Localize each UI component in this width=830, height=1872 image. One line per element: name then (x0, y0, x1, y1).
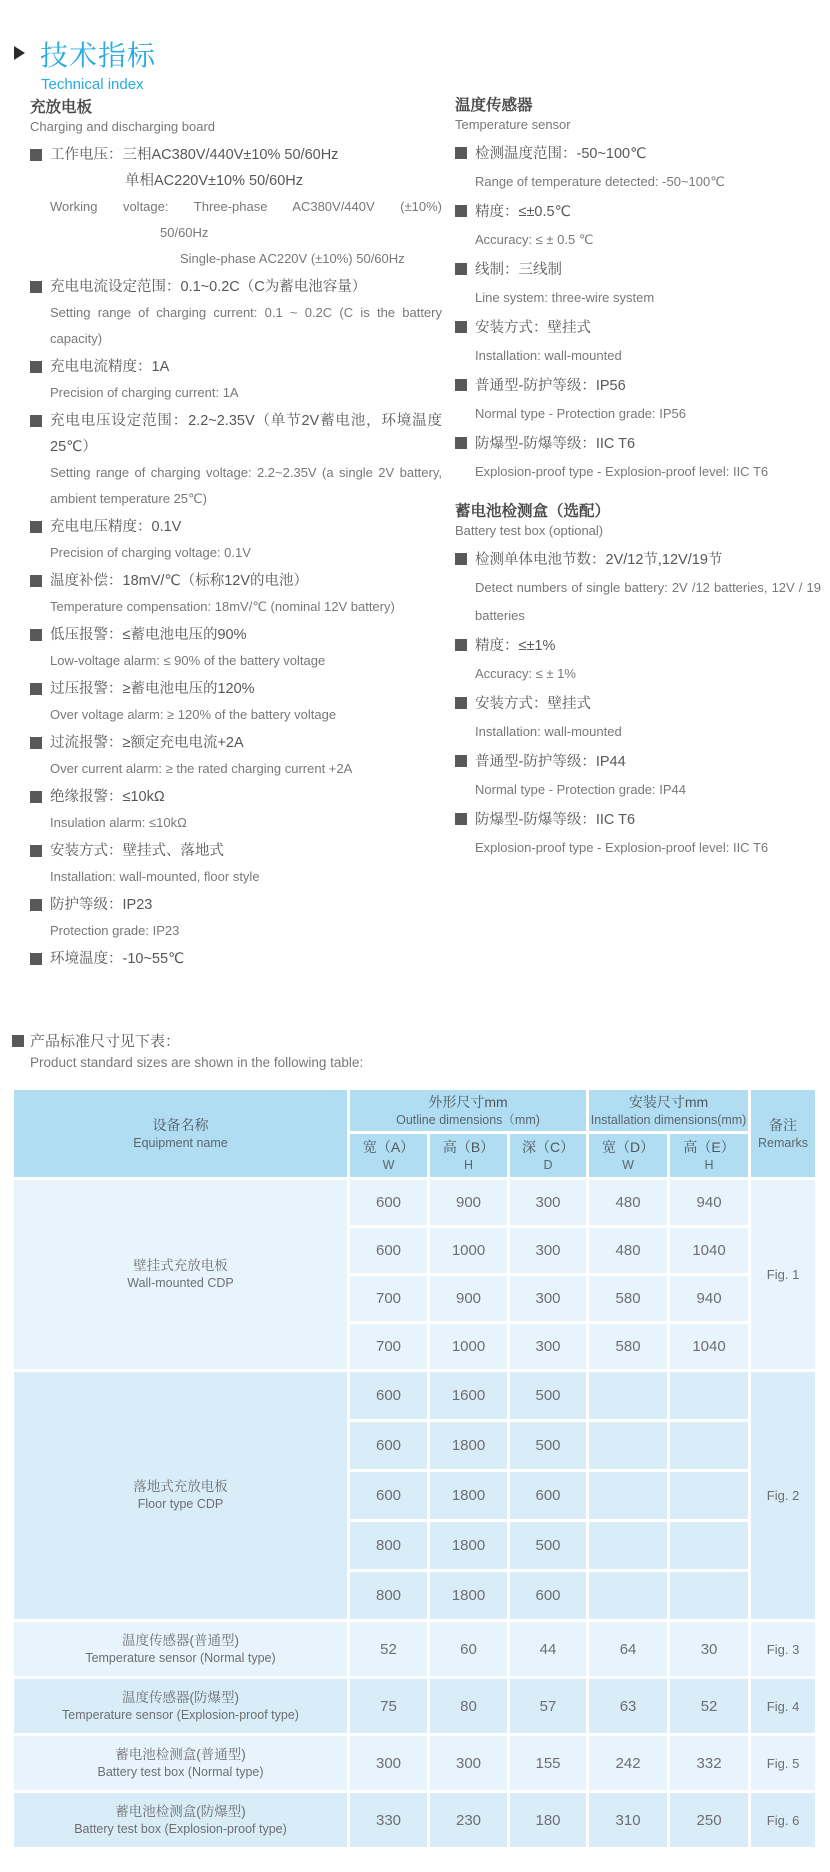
dimension-cell: 1800 (429, 1521, 509, 1571)
spec-line-zh: 充电电流精度：1A (30, 354, 442, 380)
size-table-head (13, 1089, 817, 1179)
spec-item (455, 430, 821, 486)
dim-col-en: D (543, 1158, 553, 1172)
remark-cell: Fig. 1 (750, 1179, 817, 1371)
spec-line-en: Installation: wall-mounted (475, 724, 622, 739)
dimension-cell: 60 (429, 1621, 509, 1678)
equipment-name-en: Battery test box (Normal type) (97, 1764, 264, 1779)
spec-line-en: Temperature compensation: 18mV/℃ (nominal 12V battery) (50, 599, 395, 614)
spec-item (455, 806, 821, 862)
spec-line-zh: 过流报警：≥额定充电电流+2A (30, 730, 442, 756)
dimension-cell: 1040 (669, 1227, 750, 1275)
spec-line-zh: 绝缘报警：≤10kΩ (30, 784, 442, 810)
spec-line-zh: 防爆型-防爆等级：IIC T6 (455, 806, 821, 834)
size-table-body (13, 1179, 817, 1849)
spec-line-en: Installation: wall-mounted, floor style (50, 869, 260, 884)
size-table (11, 1087, 818, 1850)
header-remarks (750, 1089, 817, 1179)
spec-item (30, 676, 442, 728)
dimension-cell: 1000 (429, 1323, 509, 1371)
dimension-cell: 155 (509, 1735, 588, 1792)
bullet-square-icon (30, 521, 42, 533)
spec-item (30, 892, 442, 944)
bullet-square-icon (455, 813, 467, 825)
dimension-cell: 500 (509, 1421, 588, 1471)
spec-line-en: Installation: wall-mounted (475, 348, 622, 363)
dim-col-zh: 深（C） (521, 1139, 575, 1155)
table-row (13, 1371, 817, 1421)
dimension-cell: 52 (669, 1678, 750, 1735)
equipment-name-cell (13, 1792, 349, 1849)
spec-item (455, 372, 821, 428)
bullet-square-icon (455, 755, 467, 767)
section-heading-en: Temperature sensor (455, 117, 571, 132)
dimension-cell: 300 (509, 1275, 588, 1323)
equipment-name-zh: 温度传感器(普通型) (122, 1632, 239, 1648)
equipment-name-cell (13, 1371, 349, 1621)
spec-line-zh: 安装方式：壁挂式 (455, 690, 821, 718)
header-remarks-zh: 备注 (769, 1117, 798, 1133)
spec-line-en: Single-phase AC220V (±10%) 50/60Hz (180, 251, 405, 266)
dimension-cell: 330 (349, 1792, 429, 1849)
table-note-zh (12, 1031, 612, 1053)
header-install-en: Installation dimensions(mm) (590, 1113, 747, 1127)
header-dim-col-a (349, 1133, 429, 1179)
dimension-cell: 242 (588, 1735, 669, 1792)
spec-line-en: Accuracy: ≤ ± 1% (475, 666, 576, 681)
bullet-square-icon (30, 361, 42, 373)
header-equipment-en: Equipment name (133, 1136, 228, 1150)
dimension-cell: 52 (349, 1621, 429, 1678)
dimension-cell (669, 1521, 750, 1571)
bullet-square-icon (455, 147, 467, 159)
spec-item (455, 256, 821, 312)
bullet-square-icon (30, 791, 42, 803)
page-subtitle: Technical index (41, 76, 144, 93)
dimension-cell: 800 (349, 1521, 429, 1571)
dimension-cell (669, 1421, 750, 1471)
dimension-cell: 64 (588, 1621, 669, 1678)
bullet-square-icon (455, 379, 467, 391)
dimension-cell: 63 (588, 1678, 669, 1735)
dim-col-zh: 宽（A） (362, 1139, 415, 1155)
dimension-cell: 44 (509, 1621, 588, 1678)
spec-line-en: Setting range of charging current: 0.1 ~ 0.2C (C is the battery capacity) (50, 305, 442, 346)
doc-header (14, 34, 156, 93)
right-triangle-icon (14, 46, 25, 60)
dimension-cell: 580 (588, 1275, 669, 1323)
equipment-name-cell (13, 1179, 349, 1371)
header-outline-en: Outline dimensions（mm) (396, 1113, 540, 1127)
equipment-name-cell (13, 1678, 349, 1735)
dim-col-zh: 高（B） (442, 1139, 495, 1155)
bullet-square-icon (455, 697, 467, 709)
spec-item (30, 784, 442, 836)
dimension-cell: 300 (509, 1227, 588, 1275)
section-heading-en: Battery test box (optional) (455, 523, 604, 538)
spec-item (30, 838, 442, 890)
spec-line-en: Normal type - Protection grade: IP56 (475, 406, 686, 421)
spec-line-en: Range of temperature detected: -50~100℃ (475, 174, 725, 189)
spec-line-zh: 防爆型-防爆等级：IIC T6 (455, 430, 821, 458)
section-heading-zh: 蓄电池检测盒（选配） (455, 503, 611, 520)
dimension-cell: 250 (669, 1792, 750, 1849)
equipment-name-zh: 落地式充放电板 (133, 1479, 228, 1494)
spec-line-en: 50/60Hz (160, 225, 209, 240)
header-remarks-en: Remarks (758, 1136, 809, 1150)
spec-item (30, 354, 442, 406)
dimension-cell: 800 (349, 1571, 429, 1621)
spec-line-zh: 充电电流设定范围：0.1~0.2C（C为蓄电池容量） (30, 274, 442, 300)
header-equipment-zh: 设备名称 (152, 1117, 209, 1133)
dimension-cell (669, 1471, 750, 1521)
dimension-cell: 30 (669, 1621, 750, 1678)
equipment-name-en: Floor type CDP (137, 1497, 224, 1511)
spec-line-en: Over voltage alarm: ≥ 120% of the battery voltage (50, 707, 337, 722)
table-note-zh-text: 产品标准尺寸见下表： (30, 1033, 181, 1050)
spec-section (455, 96, 821, 486)
section-heading-zh: 温度传感器 (455, 97, 533, 114)
dimension-cell: 500 (509, 1521, 588, 1571)
spec-item (455, 198, 821, 254)
spec-item (30, 568, 442, 620)
equipment-name-zh: 蓄电池检测盒(普通型) (115, 1746, 246, 1762)
bullet-square-icon (12, 1035, 24, 1047)
bullet-square-icon (455, 437, 467, 449)
dimension-cell: 500 (509, 1371, 588, 1421)
bullet-square-icon (30, 281, 42, 293)
dimension-cell: 1040 (669, 1323, 750, 1371)
bullet-square-icon (455, 639, 467, 651)
dimension-cell: 300 (509, 1179, 588, 1227)
dimension-cell: 80 (429, 1678, 509, 1735)
dimension-cell: 332 (669, 1735, 750, 1792)
spec-line-zh: 精度：≤±1% (455, 632, 821, 660)
header-outline-zh: 外形尺寸mm (428, 1094, 508, 1110)
dimension-cell: 1800 (429, 1421, 509, 1471)
table-row (13, 1621, 817, 1678)
dimension-cell: 600 (509, 1571, 588, 1621)
dimension-cell: 1600 (429, 1371, 509, 1421)
dimension-cell: 1000 (429, 1227, 509, 1275)
spec-line-zh: 检测温度范围：-50~100℃ (455, 140, 821, 168)
spec-item (30, 730, 442, 782)
dimension-cell: 300 (509, 1323, 588, 1371)
dimension-cell: 600 (349, 1421, 429, 1471)
spec-line-zh: 精度：≤±0.5℃ (455, 198, 821, 226)
equipment-name-zh: 壁挂式充放电板 (133, 1258, 228, 1273)
spec-line-zh: 充电电压精度：0.1V (30, 514, 442, 540)
dimension-cell: 580 (588, 1323, 669, 1371)
bullet-square-icon (455, 553, 467, 565)
spec-section (455, 502, 821, 862)
section-heading (455, 96, 821, 134)
spec-item (455, 314, 821, 370)
dimension-cell: 900 (429, 1179, 509, 1227)
equipment-name-en: Wall-mounted CDP (127, 1276, 234, 1290)
table-row (13, 1179, 817, 1227)
spec-line-en: Line system: three-wire system (475, 290, 655, 305)
table-note-en: Product standard sizes are shown in the following table: (30, 1055, 364, 1070)
spec-line-en: Explosion-proof type - Explosion-proof level: IIC T6 (475, 464, 769, 479)
equipment-name-cell (13, 1735, 349, 1792)
spec-line-en: Working voltage: Three-phase AC380V/440V (±10%) (50, 199, 442, 214)
table-note (12, 1031, 612, 1073)
dimension-cell: 700 (349, 1323, 429, 1371)
dimension-cell: 600 (349, 1471, 429, 1521)
dimension-cell: 180 (509, 1792, 588, 1849)
header-equipment-name (13, 1089, 349, 1179)
table-row (13, 1735, 817, 1792)
bullet-square-icon (455, 205, 467, 217)
dim-col-en: W (382, 1158, 395, 1172)
spec-line-zh: 过压报警：≥蓄电池电压的120% (30, 676, 442, 702)
spec-line-zh: 安装方式：壁挂式、落地式 (30, 838, 442, 864)
equipment-name-zh: 蓄电池检测盒(防爆型) (115, 1803, 246, 1819)
dimension-cell: 900 (429, 1275, 509, 1323)
remark-cell: Fig. 6 (750, 1792, 817, 1849)
section-heading-zh: 充放电板 (30, 99, 93, 116)
spec-line-en: Precision of charging current: 1A (50, 385, 239, 400)
bullet-square-icon (30, 575, 42, 587)
spec-line-zh: 线制：三线制 (455, 256, 821, 284)
spec-item (30, 622, 442, 674)
spec-line-zh: 防护等级：IP23 (30, 892, 442, 918)
spec-item (30, 408, 442, 512)
dimension-cell: 700 (349, 1275, 429, 1323)
bullet-square-icon (30, 683, 42, 695)
remark-cell: Fig. 5 (750, 1735, 817, 1792)
page-title: 技术指标 (40, 40, 157, 71)
dimension-cell: 300 (349, 1735, 429, 1792)
remark-cell: Fig. 2 (750, 1371, 817, 1621)
dim-col-en: W (622, 1158, 634, 1172)
spec-line-en: Low-voltage alarm: ≤ 90% of the battery voltage (50, 653, 326, 668)
dimension-cell: 57 (509, 1678, 588, 1735)
spec-line-en: Accuracy: ≤ ± 0.5 ℃ (475, 232, 594, 247)
bullet-square-icon (30, 953, 42, 965)
dim-col-en: H (704, 1158, 714, 1172)
dimension-cell (588, 1571, 669, 1621)
equipment-name-cell (13, 1621, 349, 1678)
bullet-square-icon (30, 737, 42, 749)
dimension-cell: 300 (429, 1735, 509, 1792)
section-heading (30, 98, 442, 136)
bullet-square-icon (30, 149, 42, 161)
dimension-cell: 1800 (429, 1571, 509, 1621)
dimension-cell (669, 1571, 750, 1621)
dimension-cell: 1800 (429, 1471, 509, 1521)
dimension-cell: 940 (669, 1275, 750, 1323)
bullet-square-icon (30, 629, 42, 641)
dimension-cell (669, 1371, 750, 1421)
header-dim-col-e (669, 1133, 750, 1179)
spec-section (30, 98, 442, 972)
spec-line-en: Explosion-proof type - Explosion-proof level: IIC T6 (475, 840, 769, 855)
spec-line-zh: 低压报警：≤蓄电池电压的90% (30, 622, 442, 648)
dimension-cell (588, 1421, 669, 1471)
section-heading (455, 502, 821, 540)
header-dim-col-d (588, 1133, 669, 1179)
spec-line-en: Precision of charging voltage: 0.1V (50, 545, 251, 560)
spec-line-en: Protection grade: IP23 (50, 923, 180, 938)
spec-item (30, 274, 442, 352)
header-install-zh: 安装尺寸mm (628, 1094, 709, 1110)
spec-line-en: Insulation alarm: ≤10kΩ (50, 815, 187, 830)
equipment-name-en: Temperature sensor (Explosion-proof type) (62, 1707, 299, 1722)
header-outline-dimensions (349, 1089, 588, 1133)
spec-line-zh: 温度补偿：18mV/℃（标称12V的电池） (30, 568, 442, 594)
dimension-cell: 600 (509, 1471, 588, 1521)
spec-item (455, 632, 821, 688)
spec-line-en: Detect numbers of single battery: 2V /12 batteries, 12V / 19 batteries (475, 580, 821, 623)
equipment-name-en: Temperature sensor (Normal type) (85, 1650, 276, 1665)
spec-line-en: Setting range of charging voltage: 2.2~2.35V (a single 2V battery, ambient temperature 25℃) (50, 465, 442, 506)
dim-col-zh: 宽（D） (601, 1139, 655, 1155)
spec-line-zh: 检测单体电池节数：2V/12节,12V/19节 (455, 546, 821, 574)
dimension-cell: 480 (588, 1179, 669, 1227)
spec-column-left (30, 98, 442, 974)
bullet-square-icon (455, 321, 467, 333)
bullet-square-icon (30, 415, 42, 427)
spec-line-zh: 普通型-防护等级：IP56 (455, 372, 821, 400)
spec-item (455, 748, 821, 804)
dimension-cell: 600 (349, 1227, 429, 1275)
dimension-cell: 600 (349, 1179, 429, 1227)
header-installation-dimensions (588, 1089, 750, 1133)
dimension-cell: 480 (588, 1227, 669, 1275)
spec-line-en: Normal type - Protection grade: IP44 (475, 782, 686, 797)
bullet-square-icon (30, 845, 42, 857)
remark-cell: Fig. 3 (750, 1621, 817, 1678)
dimension-cell: 230 (429, 1792, 509, 1849)
dimension-cell: 75 (349, 1678, 429, 1735)
spec-line-zh: 环境温度：-10~55℃ (30, 946, 442, 972)
section-heading-en: Charging and discharging board (30, 119, 216, 134)
spec-line-zh-cont: 单相AC220V±10% 50/60Hz (125, 173, 304, 189)
dimension-cell (588, 1371, 669, 1421)
spec-item (455, 140, 821, 196)
dimension-cell: 940 (669, 1179, 750, 1227)
spec-line-zh: 充电电压设定范围：2.2~2.35V（单节2V蓄电池，环境温度25℃） (30, 408, 442, 460)
spec-item (455, 690, 821, 746)
spec-line-zh: 工作电压：三相AC380V/440V±10% 50/60Hz (30, 142, 442, 168)
table-row (13, 1792, 817, 1849)
dimension-cell (588, 1521, 669, 1571)
dim-col-zh: 高（E） (683, 1139, 735, 1155)
header-dim-col-c (509, 1133, 588, 1179)
spec-item (455, 546, 821, 630)
equipment-name-en: Battery test box (Explosion-proof type) (74, 1821, 287, 1836)
table-row (13, 1678, 817, 1735)
spec-line-zh: 普通型-防护等级：IP44 (455, 748, 821, 776)
bullet-square-icon (455, 263, 467, 275)
spec-line-en: Over current alarm: ≥ the rated charging current +2A (50, 761, 353, 776)
spec-column-right (455, 96, 821, 864)
remark-cell: Fig. 4 (750, 1678, 817, 1735)
spec-item (30, 514, 442, 566)
dimension-cell: 310 (588, 1792, 669, 1849)
bullet-square-icon (30, 899, 42, 911)
dim-col-en: H (463, 1158, 474, 1172)
spec-item (30, 946, 442, 972)
dimension-cell: 600 (349, 1371, 429, 1421)
equipment-name-zh: 温度传感器(防爆型) (122, 1689, 239, 1705)
spec-item (30, 142, 442, 272)
header-dim-col-b (429, 1133, 509, 1179)
spec-line-zh: 安装方式：壁挂式 (455, 314, 821, 342)
dimension-cell (588, 1471, 669, 1521)
